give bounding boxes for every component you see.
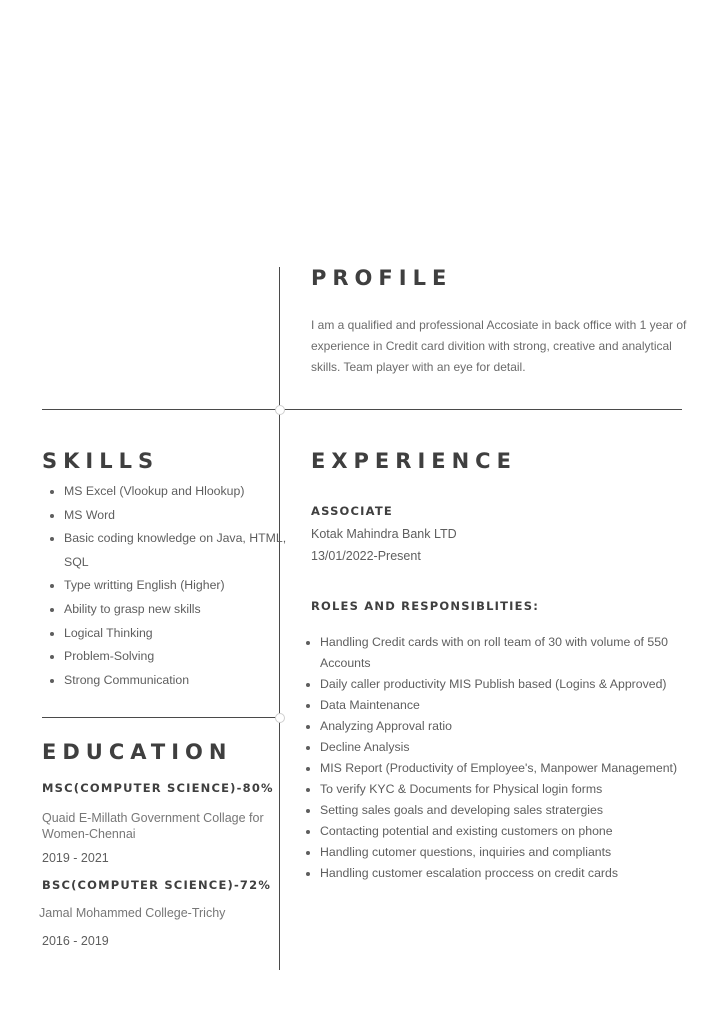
role-item: • Decline Analysis — [320, 737, 720, 758]
profile-heading: PROFILE — [311, 266, 453, 290]
job-title: ASSOCIATE — [311, 504, 393, 518]
horizontal-divider-top — [42, 409, 682, 410]
role-item: • Handling cutomer questions, inquiries and compliants — [320, 842, 720, 863]
skill-item: • Type writting English (Higher) — [64, 574, 289, 598]
roles-list — [298, 632, 720, 884]
roles-heading: ROLES AND RESPONSIBLITIES: — [311, 599, 539, 613]
degree-title: MSC(COMPUTER SCIENCE)-80% — [42, 781, 274, 795]
skill-item: • Ability to grasp new skills — [64, 598, 289, 622]
role-item: • Contacting potential and existing customers on phone — [320, 821, 720, 842]
role-item: • Daily caller productivity MIS Publish based (Logins & Approved) — [320, 674, 720, 695]
skill-item: • Basic coding knowledge on Java, HTML, SQL — [64, 527, 289, 574]
institution-name: Jamal Mohammed College-Trichy — [39, 906, 226, 920]
company-name: Kotak Mahindra Bank LTD — [311, 527, 457, 541]
skill-item: • MS Word — [64, 504, 289, 528]
skill-item: • Strong Communication — [64, 669, 289, 693]
skills-heading: SKILLS — [42, 449, 160, 473]
profile-text: I am a qualified and professional Accosiate in back office with 1 year of experience in Credit card divition with strong, creative and analytical skills. Team player with an eye for detail. — [311, 318, 687, 374]
role-item: • Handling customer escalation proccess on credit cards — [320, 863, 720, 884]
role-item: • Setting sales goals and developing sales stratergies — [320, 800, 720, 821]
role-item: • To verify KYC & Documents for Physical login forms — [320, 779, 720, 800]
role-item: • MIS Report (Productivity of Employee's, Manpower Management) — [320, 758, 720, 779]
skills-list — [42, 480, 289, 692]
education-years: 2019 - 2021 — [42, 851, 109, 865]
horizontal-divider-left — [42, 717, 279, 718]
education-heading: EDUCATION — [42, 740, 233, 764]
experience-heading: EXPERIENCE — [311, 449, 517, 473]
education-years: 2016 - 2019 — [42, 934, 109, 948]
skill-item: • MS Excel (Vlookup and Hlookup) — [64, 480, 289, 504]
divider-node-left — [275, 713, 285, 723]
degree-title: BSC(COMPUTER SCIENCE)-72% — [42, 878, 272, 892]
skill-item: • Logical Thinking — [64, 622, 289, 646]
role-item: • Handling Credit cards with on roll team of 30 with volume of 550 Accounts — [320, 632, 720, 674]
job-dates: 13/01/2022-Present — [311, 549, 421, 563]
institution-name: Quaid E-Millath Government Collage for Women-Chennai — [42, 811, 264, 841]
role-item: • Analyzing Approval ratio — [320, 716, 720, 737]
skill-item: • Problem-Solving — [64, 645, 289, 669]
divider-node-top — [275, 405, 285, 415]
role-item: • Data Maintenance — [320, 695, 720, 716]
